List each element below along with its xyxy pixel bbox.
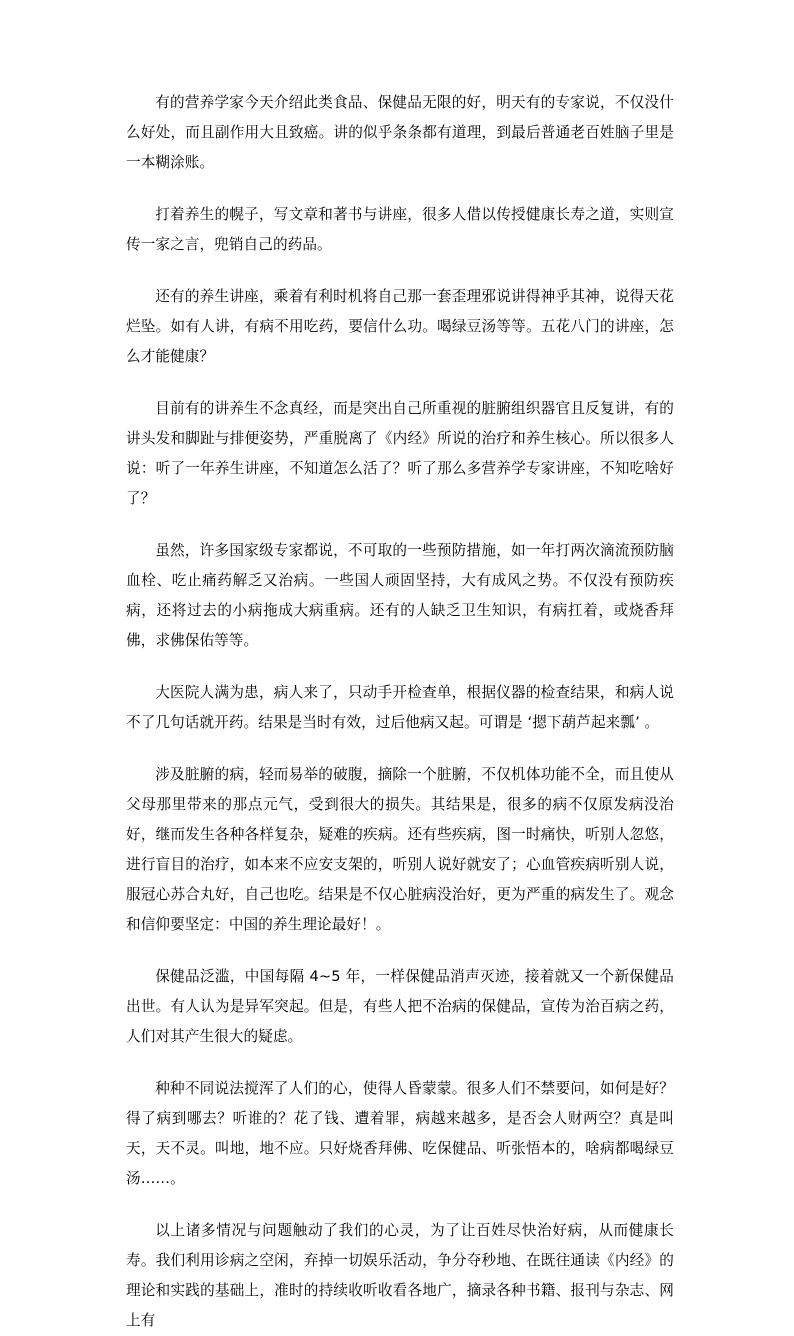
paragraph: 有的营养学家今天介绍此类食品、保健品无限的好，明天有的专家说，不仅没什么好处，而且副作用大且致癌。讲的似乎条条都有道理，到最后普通老百姓脑子里是一本糊涂账。 xyxy=(126,94,674,171)
paragraph: 涉及脏腑的病，轻而易举的破腹，摘除一个脏腑，不仅机体功能不全，而且使从父母那里带来的那点元气，受到很大的损失。其结果是，很多的病不仅原发病没治好，继而发生各种各样复杂，疑难的疾病。还有些疾病，图一时痛快，听别人忽悠，进行盲目的治疗，如本来不应安支架的，听别人说好就安了；心血管疾病听别人说，服冠心苏合丸好，自己也吃。结果是不仅心脏病没治好，更为严重的病发生了。观念和信仰要坚定：中国的养生理论最好！。 xyxy=(126,766,674,933)
paragraph: 以上诸多情况与问题触动了我们的心灵，为了让百姓尽快治好病，从而健康长寿。我们利用诊病之空闲，弃掉一切娱乐活动，争分夺秒地、在既往通读《内经》的理论和实践的基础上，准时的持续收听收看各地广，摘录各种书籍、报刊与杂志、网上有 xyxy=(126,1222,674,1329)
paragraph: 虽然，许多国家级专家都说，不可取的一些预防措施，如一年打两次滴流预防脑血栓、吃止痛药解乏又治病。一些国人顽固坚持，大有成风之势。不仅没有预防疾病，还将过去的小病拖成大病重病。还有的人缺乏卫生知识，有病扛着，或烧香拜佛，求佛保佑等等。 xyxy=(126,542,674,649)
paragraph: 打着养生的幌子，写文章和著书与讲座，很多人借以传授健康长寿之道，实则宣传一家之言，兜销自己的药品。 xyxy=(126,206,674,253)
paragraph: 大医院人满为患，病人来了，只动手开检查单，根据仪器的检查结果，和病人说不了几句话就开药。结果是当时有效，过后他病又起。可谓是 ‘摁下葫芦起来瓢’ 。 xyxy=(126,684,674,731)
document-text-body xyxy=(126,88,674,1336)
paragraph: 目前有的讲养生不念真经，而是突出自己所重视的脏腑组织器官且反复讲，有的讲头发和脚趾与排便姿势，严重脱离了《内经》所说的治疗和养生核心。所以很多人说：听了一年养生讲座，不知道怎么活了？听了那么多营养学专家讲座，不知吃啥好了？ xyxy=(126,400,674,507)
paragraph: 还有的养生讲座，乘着有利时机将自己那一套歪理邪说讲得神乎其神，说得天花烂坠。如有人讲，有病不用吃药，要信什么功。喝绿豆汤等等。五花八门的讲座，怎么才能健康？ xyxy=(126,288,674,365)
paragraph: 保健品泛滥，中国每隔 4~5 年，一样保健品消声灭迹，接着就又一个新保健品出世。有人认为是异军突起。但是，有些人把不治病的保健品，宣传为治百病之药，人们对其产生很大的疑虑。 xyxy=(126,968,674,1045)
paragraph: 种种不同说法搅浑了人们的心，使得人昏蒙蒙。很多人们不禁要问，如何是好？得了病到哪去？听谁的？花了钱、遭着罪，病越来越多，是否会人财两空？真是叫天，天不灵。叫地，地不应。只好烧香拜佛、吃保健品、听张悟本的，啥病都喝绿豆汤……。 xyxy=(126,1080,674,1187)
